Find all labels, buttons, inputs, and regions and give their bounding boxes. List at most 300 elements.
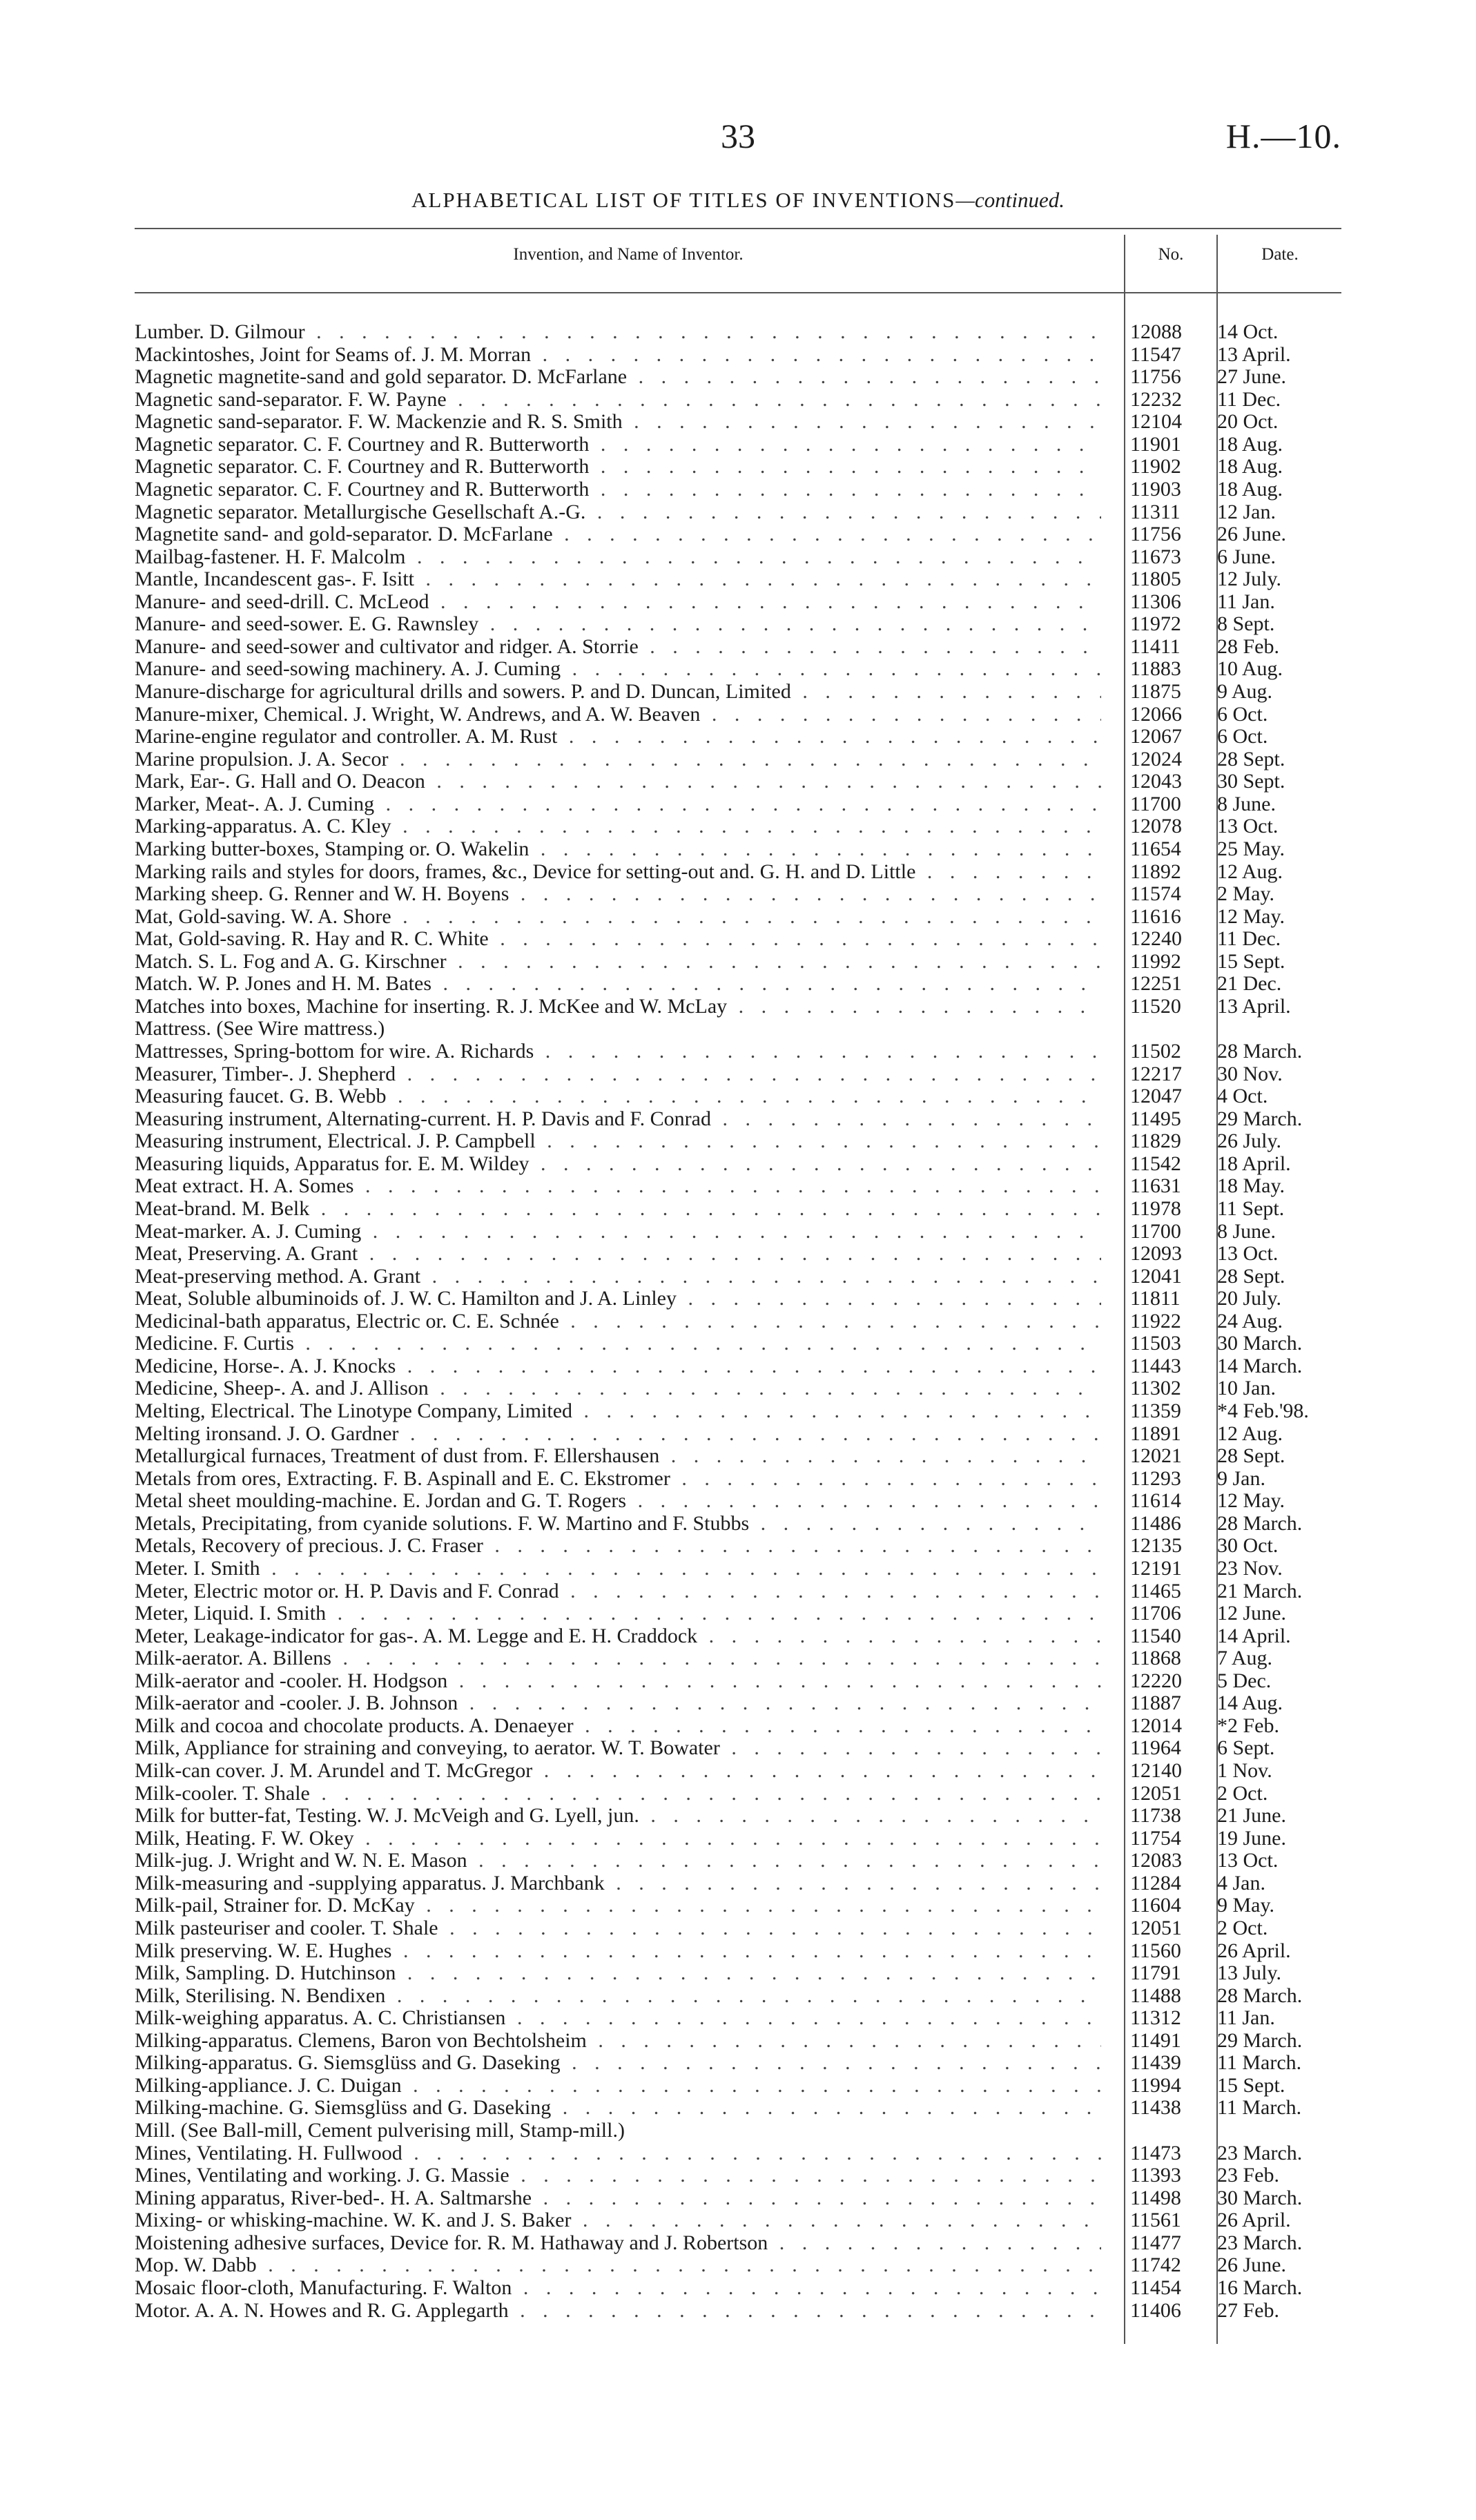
invention-title: Manure- and seed-drill. C. McLeod . . . — [135, 591, 1101, 614]
patent-number: 11542 — [1130, 1152, 1181, 1175]
patent-date: 11 Sept. — [1217, 1196, 1285, 1220]
patent-date: 2 Oct. — [1217, 1916, 1268, 1939]
invention-title: Lumber. D. Gilmour . . . — [135, 321, 1101, 344]
invention-title: Meter, Leakage-indicator for gas-. A. M. Legge and E. H. Craddock . . . — [135, 1625, 1101, 1648]
patent-date: 26 April. — [1217, 1939, 1291, 1962]
patent-date: 11 Jan. — [1217, 590, 1275, 613]
table-row — [135, 2209, 1350, 2232]
patent-number: 12021 — [1130, 1444, 1182, 1468]
patent-date: 7 Aug. — [1217, 1647, 1273, 1670]
table-row — [135, 1490, 1350, 1513]
invention-title: Meter. I. Smith . . . — [135, 1558, 1101, 1580]
patent-date: 14 Aug. — [1217, 1692, 1283, 1715]
invention-title: Meat, Preserving. A. Grant . . . — [135, 1243, 1101, 1266]
table-row — [135, 928, 1350, 951]
patent-number: 11502 — [1130, 1040, 1181, 1063]
table-row — [135, 704, 1350, 726]
invention-title: Mill. (See Ball-mill, Cement pulverising mill, Stamp-mill.) — [135, 2120, 625, 2142]
patent-number: 11756 — [1130, 365, 1181, 389]
invention-title: Milk-aerator and -cooler. H. Hodgson . . . — [135, 1670, 1101, 1693]
patent-number: 11631 — [1130, 1174, 1181, 1198]
table-row — [135, 726, 1350, 748]
invention-title: Mosaic floor-cloth, Manufacturing. F. Walton . . . — [135, 2277, 1101, 2300]
patent-date: 13 Oct. — [1217, 815, 1279, 838]
patent-date: 27 Feb. — [1217, 2298, 1279, 2322]
patent-number: 11306 — [1130, 590, 1181, 613]
patent-date: 18 Aug. — [1217, 455, 1283, 478]
table-row — [135, 613, 1350, 636]
patent-number: 11540 — [1130, 1624, 1181, 1647]
invention-title: Magnetic separator. C. F. Courtney and R. Butterworth . . . — [135, 456, 1101, 478]
table-row — [135, 1513, 1350, 1535]
invention-title: Marking sheep. G. Renner and W. H. Boyens . . . — [135, 883, 1101, 906]
patent-number: 11892 — [1130, 860, 1181, 883]
patent-date: 18 April. — [1217, 1152, 1291, 1175]
table-row — [135, 568, 1350, 591]
invention-title: Metallurgical furnaces, Treatment of dust from. F. Ellershausen . . . — [135, 1445, 1101, 1468]
invention-title: Magnetic separator. C. F. Courtney and R. Butterworth . . . — [135, 434, 1101, 456]
patent-date: 4 Jan. — [1217, 1871, 1265, 1894]
invention-title: Meat extract. H. A. Somes . . . — [135, 1175, 1101, 1198]
patent-date: 26 June. — [1217, 2254, 1286, 2277]
invention-title: Mixing- or whisking-machine. W. K. and J. S. Baker . . . — [135, 2209, 1101, 2232]
patent-number: 11311 — [1130, 500, 1181, 523]
patent-number: 11293 — [1130, 1466, 1181, 1490]
patent-number: 12066 — [1130, 702, 1182, 726]
column-header-invention: Invention, and Name of Inventor. — [513, 245, 744, 264]
patent-date: 8 June. — [1217, 1219, 1276, 1243]
patent-date: 26 July. — [1217, 1130, 1282, 1153]
invention-title: Mantle, Incandescent gas-. F. Isitt . . . — [135, 568, 1101, 591]
patent-date: 21 March. — [1217, 1579, 1303, 1602]
patent-number: 11742 — [1130, 2254, 1181, 2277]
table-row — [135, 1377, 1350, 1400]
table-row — [135, 1243, 1350, 1266]
table-row — [135, 1737, 1350, 1760]
invention-title: Measuring faucet. G. B. Webb . . . — [135, 1085, 1101, 1108]
table-row — [135, 2254, 1350, 2277]
table-row — [135, 523, 1350, 546]
patent-number: 12047 — [1130, 1085, 1182, 1108]
patent-number: 12051 — [1130, 1916, 1182, 1939]
patent-number: 11922 — [1130, 1309, 1181, 1332]
invention-title: Milk, Sterilising. N. Bendixen . . . — [135, 1985, 1101, 2008]
invention-title: Mackintoshes, Joint for Seams of. J. M. Morran . . . — [135, 344, 1101, 367]
patent-date: 12 Aug. — [1217, 1422, 1283, 1445]
invention-title: Magnetite sand- and gold-separator. D. McFarlane . . . — [135, 523, 1101, 546]
invention-title: Match. S. L. Fog and A. G. Kirschner . . . — [135, 951, 1101, 973]
patent-number: 11875 — [1130, 680, 1181, 703]
invention-title: Milk-measuring and -supplying apparatus. J. Marchbank . . . — [135, 1872, 1101, 1895]
patent-number: 11754 — [1130, 1826, 1181, 1850]
invention-list — [135, 321, 1350, 2322]
table-row — [135, 2007, 1350, 2030]
invention-title: Magnetic sand-separator. F. W. Mackenzie and R. S. Smith . . . — [135, 411, 1101, 434]
patent-date: 12 Aug. — [1217, 860, 1283, 883]
patent-date: 28 Sept. — [1217, 1264, 1285, 1288]
table-row — [135, 1625, 1350, 1648]
patent-number: 12093 — [1130, 1242, 1182, 1266]
invention-title: Marking rails and styles for doors, frames, &c., Device for setting-out and. G. H. and D. Little . . . — [135, 861, 1101, 884]
invention-title: Motor. A. A. N. Howes and R. G. Applegarth . . . — [135, 2300, 1101, 2323]
invention-title: Mat, Gold-saving. R. Hay and R. C. White . . . — [135, 928, 1101, 951]
table-row — [135, 1040, 1350, 1063]
patent-date: *2 Feb. — [1217, 1714, 1279, 1737]
patent-date: 29 March. — [1217, 1107, 1303, 1130]
table-row — [135, 2052, 1350, 2075]
table-row — [135, 2075, 1350, 2097]
table-row — [135, 1400, 1350, 1423]
invention-title: Milk, Heating. F. W. Okey . . . — [135, 1828, 1101, 1850]
patent-date: 12 May. — [1217, 904, 1285, 928]
patent-date: 28 March. — [1217, 1511, 1303, 1535]
patent-number: 11477 — [1130, 2231, 1181, 2254]
patent-date: 18 Aug. — [1217, 432, 1283, 456]
patent-number: 11438 — [1130, 2096, 1181, 2120]
invention-title: Meter, Liquid. I. Smith . . . — [135, 1602, 1101, 1625]
invention-title: Milk-weighing apparatus. A. C. Christiansen . . . — [135, 2007, 1101, 2030]
patent-number: 11498 — [1130, 2186, 1181, 2209]
table-row — [135, 1018, 1350, 1040]
patent-number: 11465 — [1130, 1579, 1181, 1602]
invention-title: Metals, Precipitating, from cyanide solutions. F. W. Martino and F. Stubbs . . . — [135, 1513, 1101, 1535]
patent-date: 30 March. — [1217, 2186, 1303, 2209]
invention-title: Metals from ores, Extracting. F. B. Aspinall and E. C. Ekstromer . . . — [135, 1468, 1101, 1491]
patent-number: 11503 — [1130, 1332, 1181, 1355]
invention-title: Milking-apparatus. G. Siemsglüss and G. Daseking . . . — [135, 2052, 1101, 2075]
patent-number: 11805 — [1130, 568, 1181, 591]
patent-date: 14 Oct. — [1217, 320, 1279, 343]
invention-title: Magnetic sand-separator. F. W. Payne . . . — [135, 389, 1101, 411]
invention-title: Milk-aerator. A. Billens . . . — [135, 1647, 1101, 1670]
patent-date: 20 July. — [1217, 1287, 1282, 1310]
invention-title: Marine-engine regulator and controller. A. M. Rust . . . — [135, 726, 1101, 748]
invention-title: Milk, Sampling. D. Hutchinson . . . — [135, 1962, 1101, 1985]
patent-number: 11706 — [1130, 1602, 1181, 1625]
patent-date: 23 Nov. — [1217, 1556, 1283, 1580]
patent-date: 11 Dec. — [1217, 927, 1281, 951]
invention-title: Manure- and seed-sower and cultivator and ridger. A. Storrie . . . — [135, 636, 1101, 659]
patent-date: 18 May. — [1217, 1174, 1285, 1198]
table-row — [135, 770, 1350, 793]
patent-number: 11972 — [1130, 612, 1181, 636]
patent-number: 11902 — [1130, 455, 1181, 478]
invention-title: Measuring instrument, Electrical. J. P. Campbell . . . — [135, 1130, 1101, 1153]
patent-date: 13 July. — [1217, 1961, 1282, 1985]
list-title-text: ALPHABETICAL LIST OF TITLES OF INVENTIONS — [411, 188, 956, 212]
patent-date: 11 March. — [1217, 2051, 1302, 2075]
patent-number: 11964 — [1130, 1736, 1181, 1760]
invention-title: Marking butter-boxes, Stamping or. O. Wakelin . . . — [135, 838, 1101, 861]
patent-date: 30 Nov. — [1217, 1062, 1283, 1085]
table-row — [135, 1962, 1350, 1985]
patent-number: 12067 — [1130, 725, 1182, 748]
patent-number: 12191 — [1130, 1556, 1182, 1580]
patent-date: 23 March. — [1217, 2231, 1303, 2254]
table-row — [135, 951, 1350, 973]
patent-number: 11994 — [1130, 2073, 1181, 2097]
patent-date: 15 Sept. — [1217, 2073, 1285, 2097]
column-header-date: Date. — [1261, 245, 1299, 264]
table-row — [135, 1130, 1350, 1153]
table-row — [135, 883, 1350, 906]
invention-title: Milk-cooler. T. Shale . . . — [135, 1783, 1101, 1805]
table-row — [135, 478, 1350, 501]
patent-number: 11284 — [1130, 1871, 1181, 1894]
patent-number: 11486 — [1130, 1511, 1181, 1535]
patent-date: 13 Oct. — [1217, 1849, 1279, 1872]
patent-date: 11 March. — [1217, 2096, 1302, 2120]
invention-title: Mop. W. Dabb . . . — [135, 2254, 1101, 2277]
patent-number: 11411 — [1130, 634, 1181, 658]
invention-title: Marking-apparatus. A. C. Kley . . . — [135, 815, 1101, 838]
patent-date: 8 June. — [1217, 792, 1276, 815]
table-row — [135, 1063, 1350, 1086]
invention-title: Magnetic magnetite-sand and gold separator. D. McFarlane . . . — [135, 366, 1101, 389]
patent-date: 6 Sept. — [1217, 1736, 1275, 1760]
table-row — [135, 1310, 1350, 1333]
patent-number: 11978 — [1130, 1196, 1181, 1220]
table-row — [135, 636, 1350, 659]
table-row — [135, 591, 1350, 614]
invention-title: Measuring liquids, Apparatus for. E. M. Wildey . . . — [135, 1153, 1101, 1176]
table-row — [135, 2187, 1350, 2210]
patent-date: 28 Sept. — [1217, 747, 1285, 770]
table-row — [135, 1760, 1350, 1783]
patent-number: 11992 — [1130, 949, 1181, 973]
table-row — [135, 2142, 1350, 2165]
table-row — [135, 1692, 1350, 1715]
patent-date: 27 June. — [1217, 365, 1286, 389]
table-row — [135, 1085, 1350, 1108]
table-row — [135, 1783, 1350, 1805]
patent-date: 28 Feb. — [1217, 634, 1279, 658]
table-row — [135, 366, 1350, 389]
invention-title: Meat-marker. A. J. Cuming . . . — [135, 1221, 1101, 1243]
invention-title: Milk-aerator and -cooler. J. B. Johnson . . . — [135, 1692, 1101, 1715]
invention-title: Medicine, Sheep-. A. and J. Allison . . . — [135, 1377, 1101, 1400]
invention-title: Milk-can cover. J. M. Arundel and T. McGregor . . . — [135, 1760, 1101, 1783]
table-row — [135, 1153, 1350, 1176]
patent-date: 21 June. — [1217, 1804, 1286, 1828]
invention-title: Milking-machine. G. Siemsglüss and G. Daseking . . . — [135, 2097, 1101, 2120]
list-title-suffix: —continued. — [955, 188, 1065, 212]
patent-number: 11883 — [1130, 657, 1181, 681]
table-row — [135, 1198, 1350, 1221]
patent-number: 11756 — [1130, 523, 1181, 546]
list-title — [0, 188, 1476, 213]
table-row — [135, 973, 1350, 996]
column-header-number: No. — [1158, 245, 1184, 264]
invention-title: Metals, Recovery of precious. J. C. Fraser . . . — [135, 1535, 1101, 1558]
patent-number: 11561 — [1130, 2209, 1181, 2232]
invention-title: Milk and cocoa and chocolate products. A. Denaeyer . . . — [135, 1715, 1101, 1738]
patent-number: 11495 — [1130, 1107, 1181, 1130]
invention-title: Magnetic separator. Metallurgische Gesellschaft A.-G. . . . — [135, 501, 1101, 524]
table-row — [135, 861, 1350, 884]
invention-title: Medicine. F. Curtis . . . — [135, 1332, 1101, 1355]
table-row — [135, 1647, 1350, 1670]
patent-date: 10 Jan. — [1217, 1377, 1276, 1400]
patent-number: 11616 — [1130, 904, 1181, 928]
table-row — [135, 1602, 1350, 1625]
patent-date: 30 Oct. — [1217, 1534, 1279, 1558]
patent-number: 11473 — [1130, 2141, 1181, 2164]
table-row — [135, 389, 1350, 411]
table-row — [135, 1288, 1350, 1310]
table-row — [135, 1221, 1350, 1243]
patent-number: 11654 — [1130, 837, 1181, 860]
patent-date: 6 Oct. — [1217, 725, 1268, 748]
table-row — [135, 1850, 1350, 1872]
patent-date: 26 April. — [1217, 2209, 1291, 2232]
table-row — [135, 1828, 1350, 1850]
invention-title: Milk-pail, Strainer for. D. McKay . . . — [135, 1894, 1101, 1917]
patent-date: 9 May. — [1217, 1894, 1275, 1917]
invention-title: Meat, Soluble albuminoids of. J. W. C. Hamilton and J. A. Linley . . . — [135, 1288, 1101, 1310]
patent-number: 12104 — [1130, 410, 1182, 434]
table-row — [135, 1917, 1350, 1940]
patent-date: 26 June. — [1217, 523, 1286, 546]
invention-title: Milking-appliance. J. C. Duigan . . . — [135, 2075, 1101, 2097]
patent-number: 11454 — [1130, 2276, 1181, 2299]
invention-title: Measurer, Timber-. J. Shepherd . . . — [135, 1063, 1101, 1086]
invention-title: Mines, Ventilating. H. Fullwood . . . — [135, 2142, 1101, 2165]
patent-date: 18 Aug. — [1217, 477, 1283, 501]
invention-title: Mattress. (See Wire mattress.) — [135, 1018, 385, 1040]
table-row — [135, 996, 1350, 1018]
patent-date: 12 June. — [1217, 1602, 1286, 1625]
table-row — [135, 2277, 1350, 2300]
invention-title: Mines, Ventilating and working. J. G. Massie . . . — [135, 2164, 1101, 2187]
table-row — [135, 344, 1350, 367]
patent-number: 11443 — [1130, 1354, 1181, 1377]
table-row — [135, 1423, 1350, 1446]
table-row — [135, 1108, 1350, 1131]
patent-number: 11829 — [1130, 1130, 1181, 1153]
table-row — [135, 1872, 1350, 1895]
invention-title: Marker, Meat-. A. J. Cuming . . . — [135, 793, 1101, 816]
invention-title: Milk preserving. W. E. Hughes . . . — [135, 1940, 1101, 1963]
patent-number: 12140 — [1130, 1759, 1182, 1782]
patent-date: 11 Dec. — [1217, 387, 1281, 411]
patent-number: 12043 — [1130, 770, 1182, 793]
table-row — [135, 501, 1350, 524]
patent-date: 8 Sept. — [1217, 612, 1275, 636]
patent-number: 11901 — [1130, 432, 1181, 456]
patent-number: 12014 — [1130, 1714, 1182, 1737]
invention-title: Metal sheet moulding-machine. E. Jordan and G. T. Rogers . . . — [135, 1490, 1101, 1513]
invention-title: Meat-preserving method. A. Grant . . . — [135, 1266, 1101, 1288]
patent-number: 12041 — [1130, 1264, 1182, 1288]
table-row — [135, 1580, 1350, 1603]
table-row — [135, 1805, 1350, 1828]
invention-title: Manure- and seed-sower. E. G. Rawnsley . . . — [135, 613, 1101, 636]
patent-number: 11439 — [1130, 2051, 1181, 2075]
patent-number: 11868 — [1130, 1647, 1181, 1670]
patent-number: 11791 — [1130, 1961, 1181, 1985]
table-row — [135, 838, 1350, 861]
patent-date: 14 March. — [1217, 1354, 1303, 1377]
invention-title: Mat, Gold-saving. W. A. Shore . . . — [135, 906, 1101, 929]
table-row — [135, 411, 1350, 434]
patent-number: 11700 — [1130, 1219, 1181, 1243]
table-row — [135, 2097, 1350, 2120]
patent-number: 11312 — [1130, 2006, 1181, 2030]
patent-number: 11673 — [1130, 545, 1181, 568]
invention-title: Melting, Electrical. The Linotype Company, Limited . . . — [135, 1400, 1101, 1423]
patent-number: 12217 — [1130, 1062, 1182, 1085]
patent-number: 11302 — [1130, 1377, 1181, 1400]
invention-title: Milk pasteuriser and cooler. T. Shale . . . — [135, 1917, 1101, 1940]
patent-date: 2 May. — [1217, 882, 1275, 906]
invention-title: Melting ironsand. J. O. Gardner . . . — [135, 1423, 1101, 1446]
invention-title: Magnetic separator. C. F. Courtney and R. Butterworth . . . — [135, 478, 1101, 501]
patent-number: 11560 — [1130, 1939, 1181, 1962]
patent-number: 12051 — [1130, 1781, 1182, 1805]
patent-date: 28 March. — [1217, 1984, 1303, 2007]
patent-number: 11574 — [1130, 882, 1181, 906]
table-row — [135, 434, 1350, 456]
patent-number: 11811 — [1130, 1287, 1181, 1310]
patent-date: 28 Sept. — [1217, 1444, 1285, 1468]
table-row — [135, 1985, 1350, 2008]
table-row — [135, 681, 1350, 704]
invention-title: Milk, Appliance for straining and conveying, to aerator. W. T. Bowater . . . — [135, 1737, 1101, 1760]
patent-number: 12024 — [1130, 747, 1182, 770]
patent-date: 14 April. — [1217, 1624, 1291, 1647]
patent-date: 4 Oct. — [1217, 1085, 1268, 1108]
invention-title: Measuring instrument, Alternating-current. H. P. Davis and F. Conrad . . . — [135, 1108, 1101, 1131]
invention-title: Mattresses, Spring-bottom for wire. A. Richards . . . — [135, 1040, 1101, 1063]
invention-title: Meat-brand. M. Belk . . . — [135, 1198, 1101, 1221]
document-reference: H.—10. — [1225, 117, 1341, 155]
patent-date: 13 April. — [1217, 342, 1291, 366]
patent-number: 12251 — [1130, 972, 1182, 996]
patent-date: 1 Nov. — [1217, 1759, 1272, 1782]
patent-number: 11393 — [1130, 2164, 1181, 2187]
table-row — [135, 1445, 1350, 1468]
patent-date: 12 July. — [1217, 568, 1282, 591]
patent-number: 12240 — [1130, 927, 1182, 951]
patent-date: 25 May. — [1217, 837, 1285, 860]
patent-date: 11 Jan. — [1217, 2006, 1275, 2030]
patent-number: 11491 — [1130, 2028, 1181, 2052]
table-row — [135, 1940, 1350, 1963]
patent-date: 20 Oct. — [1217, 410, 1279, 434]
invention-title: Medicinal-bath apparatus, Electric or. C. E. Schnée . . . — [135, 1310, 1101, 1333]
table-row — [135, 658, 1350, 681]
patent-number: 11891 — [1130, 1422, 1181, 1445]
patent-date: 5 Dec. — [1217, 1669, 1272, 1692]
patent-date: 16 March. — [1217, 2276, 1303, 2299]
table-row — [135, 1175, 1350, 1198]
patent-number: 11406 — [1130, 2298, 1181, 2322]
patent-number: 11520 — [1130, 994, 1181, 1018]
table-row — [135, 2232, 1350, 2255]
patent-date: 13 April. — [1217, 994, 1291, 1018]
patent-number: 11604 — [1130, 1894, 1181, 1917]
table-row — [135, 2120, 1350, 2142]
table-row — [135, 2300, 1350, 2323]
table-row — [135, 1535, 1350, 1558]
patent-date: 28 March. — [1217, 1040, 1303, 1063]
table-row — [135, 906, 1350, 929]
table-row — [135, 1355, 1350, 1378]
invention-title: Mark, Ear-. G. Hall and O. Deacon . . . — [135, 770, 1101, 793]
table-row — [135, 2030, 1350, 2053]
table-row — [135, 748, 1350, 771]
